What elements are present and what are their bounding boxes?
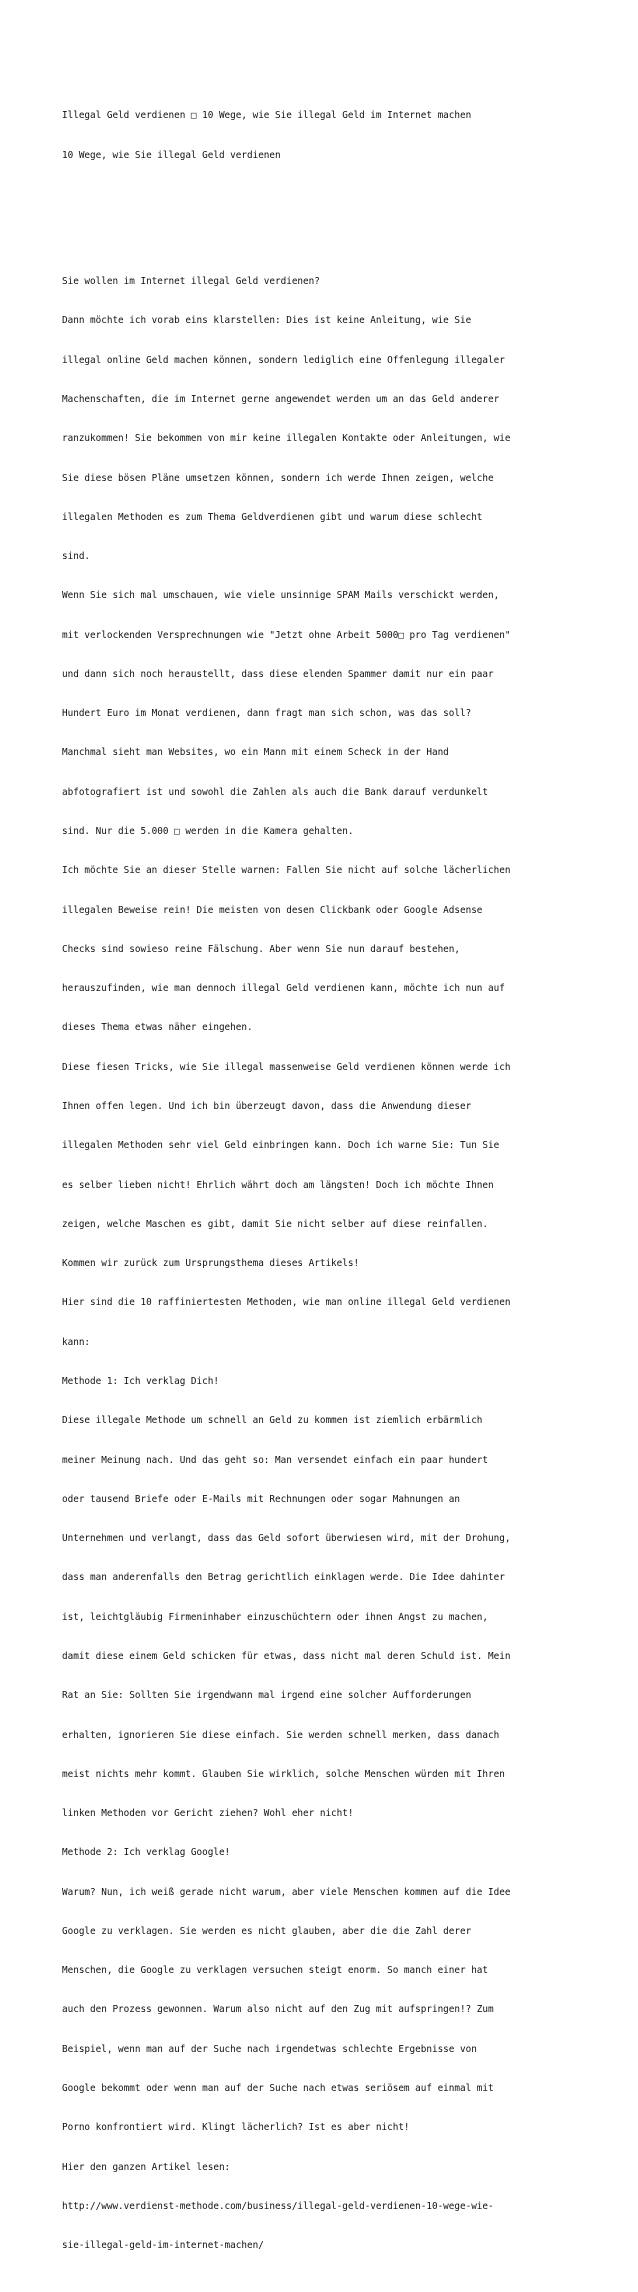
text-line: Hier sind die 10 raffiniertesten Methoden, wie man online illegal Geld verdienen — [62, 1297, 511, 1309]
text-line: Menschen, die Google zu verklagen versuchen steigt enorm. So manch einer hat — [62, 1965, 489, 1977]
text-line: Diese fiesen Tricks, wie Sie illegal massenweise Geld verdienen können werde ich — [62, 1061, 511, 1073]
read-more-label: Hier den ganzen Artikel lesen: — [62, 2161, 231, 2173]
method-heading: Methode 1: Ich verklag Dich! — [62, 1375, 219, 1387]
text-line: ist, leichtgläubig Firmeninhaber einzuschüchtern oder ihnen Angst zu machen, — [62, 1611, 489, 1623]
text-line: kann: — [62, 1336, 91, 1348]
paragraph-gap — [62, 214, 582, 223]
text-line: Ihnen offen legen. Und ich bin überzeugt davon, dass die Anwendung dieser — [62, 1101, 472, 1112]
text-line: ranzukommen! Sie bekommen von mir keine illegalen Kontakte oder Anleitungen, wie — [62, 433, 511, 445]
text-line: dass man anderenfalls den Betrag gerichtlich einklagen werde. Die Idee dahinter — [62, 1572, 505, 1584]
text-line: Machenschaften, die im Internet gerne angewendet werden um an das Geld anderer — [62, 393, 500, 405]
article-link[interactable]: sie-illegal-geld-im-internet-machen/ — [62, 2240, 264, 2252]
text-line: und dann sich noch heraustellt, dass diese elenden Spammer damit nur ein paar — [62, 668, 494, 680]
text-line: sind. Nur die 5.000 □ werden in die Kamera gehalten. — [62, 826, 354, 838]
text-line: auch den Prozess gewonnen. Warum also nicht auf den Zug mit aufspringen!? Zum — [62, 2004, 494, 2016]
document-header — [62, 83, 582, 188]
text-line: damit diese einem Geld schicken für etwas, dass nicht mal deren Schuld ist. Mein — [62, 1650, 511, 1662]
text-line: Diese illegale Methode um schnell an Geld zu kommen ist ziemlich erbärmlich — [62, 1415, 483, 1427]
text-line: oder tausend Briefe oder E-Mails mit Rechnungen oder sogar Mahnungen an — [62, 1493, 460, 1505]
subtitle-line: 10 Wege, wie Sie illegal Geld verdienen — [62, 149, 281, 161]
method-heading: Methode 2: Ich verklag Google! — [62, 1847, 231, 1859]
text-line: illegalen Methoden sehr viel Geld einbringen kann. Doch ich warne Sie: Tun Sie — [62, 1140, 500, 1152]
text-line: illegal online Geld machen können, sondern lediglich eine Offenlegung illegaler — [62, 354, 505, 366]
text-line: Dann möchte ich vorab eins klarstellen: Dies ist keine Anleitung, wie Sie — [62, 315, 472, 327]
article-link[interactable]: http://www.verdienst-methode.com/business/illegal-geld-verdienen-10-wege-wie- — [62, 2200, 494, 2212]
text-line: Google bekommt oder wenn man auf der Suche nach etwas seriösem auf einmal mit — [62, 2083, 494, 2095]
text-line: es selber lieben nicht! Ehrlich währt doch am längsten! Doch ich möchte Ihnen — [62, 1179, 494, 1191]
text-line: erhalten, ignorieren Sie diese einfach. Sie werden schnell merken, dass danach — [62, 1729, 500, 1741]
text-line: Rat an Sie: Sollten Sie irgendwann mal irgend eine solcher Aufforderungen — [62, 1690, 472, 1702]
text-line: zeigen, welche Maschen es gibt, damit Sie nicht selber auf diese reinfallen. — [62, 1218, 489, 1230]
text-line: Manchmal sieht man Websites, wo ein Mann mit einem Scheck in der Hand — [62, 747, 449, 759]
text-line: Warum? Nun, ich weiß gerade nicht warum, aber viele Menschen kommen auf die Idee — [62, 1886, 511, 1898]
text-line: Ich möchte Sie an dieser Stelle warnen: Fallen Sie nicht auf solche lächerlichen — [62, 865, 511, 877]
text-line: abfotografiert ist und sowohl die Zahlen als auch die Bank darauf verdunkelt — [62, 786, 489, 798]
text-line: Hundert Euro im Monat verdienen, dann fragt man sich schon, was das soll? — [62, 708, 472, 720]
text-line: sind. — [62, 551, 91, 563]
document-page — [62, 57, 582, 2292]
text-line: meiner Meinung nach. Und das geht so: Man versendet einfach ein paar hundert — [62, 1454, 489, 1466]
text-line: meist nichts mehr kommt. Glauben Sie wirklich, solche Menschen würden mit Ihren — [62, 1768, 505, 1780]
text-line: Beispiel, wenn man auf der Suche nach irgendetwas schlechte Ergebnisse von — [62, 2043, 477, 2055]
text-line: Porno konfrontiert wird. Klingt lächerlich? Ist es aber nicht! — [62, 2122, 410, 2134]
text-line: dieses Thema etwas näher eingehen. — [62, 1022, 253, 1034]
text-line: Unternehmen und verlangt, dass das Geld sofort überwiesen wird, mit der Drohung, — [62, 1533, 511, 1545]
text-line: Sie diese bösen Pläne umsetzen können, sondern ich werde Ihnen zeigen, welche — [62, 472, 494, 484]
text-line: mit verlockenden Versprechnungen wie "Jetzt ohne Arbeit 5000□ pro Tag verdienen" — [62, 629, 511, 641]
text-line: herauszufinden, wie man dennoch illegal Geld verdienen kann, möchte ich nun auf — [62, 983, 505, 995]
document-body — [62, 249, 582, 2279]
text-line: illegalen Beweise rein! Die meisten von desen Clickbank oder Google Adsense — [62, 904, 483, 916]
text-line: illegalen Methoden es zum Thema Geldverdienen gibt und warum diese schlecht — [62, 511, 483, 523]
text-line: Kommen wir zurück zum Ursprungsthema dieses Artikels! — [62, 1258, 360, 1270]
text-line: Checks sind sowieso reine Fälschung. Aber wenn Sie nun darauf bestehen, — [62, 943, 460, 955]
text-line: linken Methoden vor Gericht ziehen? Wohl eher nicht! — [62, 1808, 354, 1820]
title-line: Illegal Geld verdienen □ 10 Wege, wie Sie illegal Geld im Internet machen — [62, 110, 472, 122]
text-line: Wenn Sie sich mal umschauen, wie viele unsinnige SPAM Mails verschickt werden, — [62, 590, 500, 602]
text-line: Sie wollen im Internet illegal Geld verdienen? — [62, 276, 320, 288]
text-line: Google zu verklagen. Sie werden es nicht glauben, aber die die Zahl derer — [62, 1925, 472, 1937]
